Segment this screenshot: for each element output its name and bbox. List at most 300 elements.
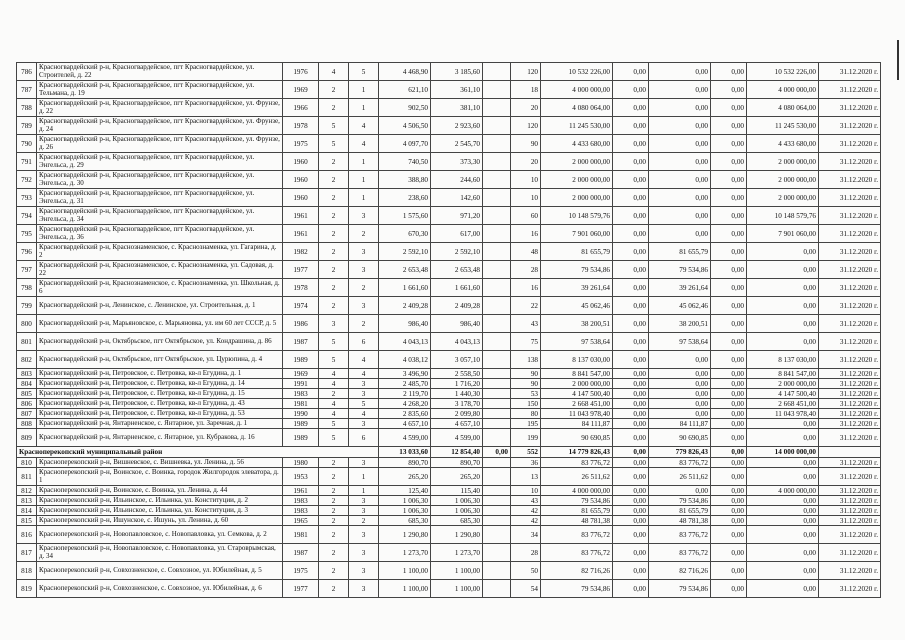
cell-floors: 2: [319, 207, 349, 225]
cell-c8: [483, 580, 511, 598]
cell-c8: [483, 279, 511, 297]
cell-year: 1961: [283, 225, 319, 243]
subtotal-name: Красноперекопский муниципальный район: [17, 447, 379, 458]
cell-year: 1987: [283, 333, 319, 351]
cell-year: 1980: [283, 458, 319, 468]
cell-c13: 0,00: [711, 261, 747, 279]
cell-year: 1960: [283, 189, 319, 207]
cell-total-cost: 48 781,38: [541, 516, 613, 526]
cell-date: 31.12.2020 г.: [819, 562, 881, 580]
cell-date: 31.12.2020 г.: [819, 225, 881, 243]
cell-c11: 0,00: [613, 189, 649, 207]
cell-entrances: 1: [349, 99, 379, 117]
cell-c13: 0,00: [711, 409, 747, 419]
cell-c12: 45 062,46: [649, 297, 711, 315]
cell-c8: [483, 562, 511, 580]
cell-area-total: 4 506,50: [379, 117, 431, 135]
cell-address: Красногвардейский р-н, Ленинское, с. Ленинское, ул. Строительная, д. 1: [37, 297, 283, 315]
cell-c8: [483, 63, 511, 81]
table-row: [17, 486, 881, 496]
table-row: [17, 207, 881, 225]
cell-c14: 10 532 226,00: [747, 63, 819, 81]
cell-residents: 120: [511, 117, 541, 135]
cell-total-cost: 2 000 000,00: [541, 153, 613, 171]
cell-area-total: 670,30: [379, 225, 431, 243]
cell-c12: 0,00: [649, 379, 711, 389]
cell-area-living: 4 043,13: [431, 333, 483, 351]
cell-number: 799: [17, 297, 37, 315]
cell-area-living: 1 716,20: [431, 379, 483, 389]
cell-total-cost: 4 000 000,00: [541, 81, 613, 99]
cell-area-total: 4 268,20: [379, 399, 431, 409]
cell-number: 803: [17, 369, 37, 379]
cell-area-living: 3 178,70: [431, 399, 483, 409]
cell-c12: 81 655,79: [649, 506, 711, 516]
cell-entrances: 6: [349, 333, 379, 351]
cell-area-living: 4 657,10: [431, 419, 483, 429]
cell-year: 1960: [283, 171, 319, 189]
cell-total-cost: 4 000 000,00: [541, 486, 613, 496]
cell-year: 1969: [283, 369, 319, 379]
cell-c8: [483, 243, 511, 261]
cell-residents: 120: [511, 63, 541, 81]
cell-area-living: 4 599,00: [431, 429, 483, 447]
table-row: [17, 171, 881, 189]
cell-address: Красноперекопский р-н, Новопавловское, с. Новопавловка, ул. Староврымская, д. 34: [37, 544, 283, 562]
cell-c8: [483, 81, 511, 99]
cell-address: Красногвардейский р-н, Краснознаменское, с. Краснознаменка, ул. Школьная, д. 6: [37, 279, 283, 297]
cell-year: 1983: [283, 389, 319, 399]
cell-c13: 0,00: [711, 562, 747, 580]
cell-c11: 0,00: [613, 526, 649, 544]
subtotal-c13: 0,00: [711, 447, 747, 458]
cell-floors: 2: [319, 506, 349, 516]
cell-entrances: 1: [349, 468, 379, 486]
cell-total-cost: 2 000 000,00: [541, 379, 613, 389]
cell-total-cost: 8 137 030,00: [541, 351, 613, 369]
table-row: [17, 562, 881, 580]
cell-address: Красногвардейский р-н, Петровское, с. Петровка, кв-л Егудина, д. 14: [37, 379, 283, 389]
cell-c12: 0,00: [649, 63, 711, 81]
table-row: [17, 399, 881, 409]
cell-residents: 18: [511, 81, 541, 99]
table-row: [17, 506, 881, 516]
cell-date: 31.12.2020 г.: [819, 468, 881, 486]
cell-date: 31.12.2020 г.: [819, 315, 881, 333]
cell-number: 807: [17, 409, 37, 419]
cell-c14: 0,00: [747, 315, 819, 333]
cell-c8: [483, 261, 511, 279]
cell-c13: 0,00: [711, 580, 747, 598]
cell-number: 793: [17, 189, 37, 207]
cell-date: 31.12.2020 г.: [819, 171, 881, 189]
cell-area-living: 142,60: [431, 189, 483, 207]
cell-c8: [483, 333, 511, 351]
cell-floors: 2: [319, 243, 349, 261]
cell-year: 1975: [283, 135, 319, 153]
cell-c14: 0,00: [747, 544, 819, 562]
cell-year: 1965: [283, 516, 319, 526]
cell-c11: 0,00: [613, 468, 649, 486]
cell-address: Красногвардейский р-н, Красногвардейское, пгт Красногвардейское, ул. Энгельса, д. 36: [37, 225, 283, 243]
cell-address: Красногвардейский р-н, Петровское, с. Петровка, кв-л Егудина, д. 15: [37, 389, 283, 399]
cell-floors: 2: [319, 580, 349, 598]
cell-c13: 0,00: [711, 135, 747, 153]
cell-c14: 4 433 680,00: [747, 135, 819, 153]
cell-area-living: 1 006,30: [431, 496, 483, 506]
cell-c13: 0,00: [711, 153, 747, 171]
cell-area-living: 2 409,28: [431, 297, 483, 315]
cell-residents: 20: [511, 99, 541, 117]
cell-date: 31.12.2020 г.: [819, 419, 881, 429]
cell-area-total: 1 273,70: [379, 544, 431, 562]
cell-c11: 0,00: [613, 399, 649, 409]
cell-area-total: 1 100,00: [379, 580, 431, 598]
cell-address: Красногвардейский р-н, Красногвардейское, пгт Красногвардейское, ул. Энгельса, д. 29: [37, 153, 283, 171]
cell-c12: 84 111,87: [649, 419, 711, 429]
cell-floors: 5: [319, 429, 349, 447]
cell-area-total: 4 038,12: [379, 351, 431, 369]
cell-number: 818: [17, 562, 37, 580]
cell-area-total: 2 485,70: [379, 379, 431, 389]
cell-entrances: 3: [349, 379, 379, 389]
cell-c14: 10 148 579,76: [747, 207, 819, 225]
cell-c13: 0,00: [711, 189, 747, 207]
cell-floors: 2: [319, 562, 349, 580]
cell-residents: 16: [511, 279, 541, 297]
cell-c11: 0,00: [613, 351, 649, 369]
table-row: [17, 279, 881, 297]
cell-address: Красноперекопский р-н, Ильинское, с. Ильинка, ул. Конституции, д. 3: [37, 506, 283, 516]
cell-total-cost: 83 776,72: [541, 458, 613, 468]
cell-floors: 4: [319, 409, 349, 419]
cell-c14: 2 668 451,00: [747, 399, 819, 409]
cell-c8: [483, 429, 511, 447]
cell-number: 801: [17, 333, 37, 351]
cell-residents: 34: [511, 526, 541, 544]
cell-c8: [483, 117, 511, 135]
cell-c12: 0,00: [649, 399, 711, 409]
subtotal-area-living: 12 854,40: [431, 447, 483, 458]
cell-date: 31.12.2020 г.: [819, 81, 881, 99]
cell-total-cost: 10 532 226,00: [541, 63, 613, 81]
cell-area-total: 2 592,10: [379, 243, 431, 261]
cell-c8: [483, 315, 511, 333]
cell-floors: 2: [319, 544, 349, 562]
cell-c12: 0,00: [649, 189, 711, 207]
cell-area-living: 381,10: [431, 99, 483, 117]
cell-c13: 0,00: [711, 117, 747, 135]
table-row: [17, 81, 881, 99]
cell-c13: 0,00: [711, 516, 747, 526]
cell-area-living: 1 273,70: [431, 544, 483, 562]
cell-c12: 97 538,64: [649, 333, 711, 351]
cell-entrances: 3: [349, 297, 379, 315]
cell-area-living: 2 923,60: [431, 117, 483, 135]
cell-area-total: 3 496,90: [379, 369, 431, 379]
cell-c8: [483, 189, 511, 207]
cell-c14: 0,00: [747, 419, 819, 429]
cell-c14: 4 147 500,40: [747, 389, 819, 399]
cell-c14: 0,00: [747, 468, 819, 486]
cell-floors: 2: [319, 516, 349, 526]
cell-address: Красногвардейский р-н, Петровское, с. Петровка, кв-л Егудина, д. 1: [37, 369, 283, 379]
subtotal-c14: 14 000 000,00: [747, 447, 819, 458]
cell-entrances: 1: [349, 486, 379, 496]
table-row: [17, 369, 881, 379]
cell-address: Красногвардейский р-н, Красногвардейское, пгт Красногвардейское, ул. Энгельса, д. 31: [37, 189, 283, 207]
cell-entrances: 2: [349, 315, 379, 333]
table-row: [17, 153, 881, 171]
cell-residents: 195: [511, 419, 541, 429]
cell-c8: [483, 99, 511, 117]
cell-area-total: 4 468,90: [379, 63, 431, 81]
cell-total-cost: 4 147 500,40: [541, 389, 613, 399]
cell-c8: [483, 207, 511, 225]
cell-c11: 0,00: [613, 153, 649, 171]
cell-number: 815: [17, 516, 37, 526]
cell-c8: [483, 171, 511, 189]
cell-total-cost: 2 668 451,00: [541, 399, 613, 409]
subtotal-c8: 0,00: [483, 447, 511, 458]
cell-area-total: 740,50: [379, 153, 431, 171]
cell-number: 786: [17, 63, 37, 81]
cell-entrances: 3: [349, 506, 379, 516]
cell-date: 31.12.2020 г.: [819, 379, 881, 389]
subtotal-area-total: 13 033,60: [379, 447, 431, 458]
cell-entrances: 3: [349, 526, 379, 544]
cell-area-living: 1 661,60: [431, 279, 483, 297]
cell-number: 789: [17, 117, 37, 135]
cell-c12: 0,00: [649, 486, 711, 496]
cell-c11: 0,00: [613, 81, 649, 99]
cell-c12: 0,00: [649, 171, 711, 189]
cell-area-living: 2 592,10: [431, 243, 483, 261]
cell-c8: [483, 399, 511, 409]
cell-c8: [483, 544, 511, 562]
cell-date: 31.12.2020 г.: [819, 369, 881, 379]
cell-c8: [483, 135, 511, 153]
cell-address: Красногвардейский р-н, Красногвардейское, пгт Красногвардейское, ул. Тельмана, д. 19: [37, 81, 283, 99]
cell-c8: [483, 389, 511, 399]
cell-c12: 48 781,38: [649, 516, 711, 526]
cell-residents: 48: [511, 243, 541, 261]
cell-c14: 0,00: [747, 516, 819, 526]
table-row: [17, 379, 881, 389]
cell-address: Красноперекопский р-н, Совхозненское, с. Совхозное, ул. Юбилейная, д. 6: [37, 580, 283, 598]
cell-residents: 28: [511, 544, 541, 562]
cell-area-total: 1 575,60: [379, 207, 431, 225]
cell-entrances: 4: [349, 117, 379, 135]
cell-area-total: 621,10: [379, 81, 431, 99]
cell-total-cost: 4 080 064,00: [541, 99, 613, 117]
cell-residents: 42: [511, 516, 541, 526]
cell-date: 31.12.2020 г.: [819, 135, 881, 153]
cell-address: Красноперекопский р-н, Совхозненское, с. Совхозное, ул. Юбилейная, д. 5: [37, 562, 283, 580]
cell-date: 31.12.2020 г.: [819, 544, 881, 562]
cell-entrances: 6: [349, 429, 379, 447]
cell-total-cost: 90 690,85: [541, 429, 613, 447]
cell-floors: 3: [319, 315, 349, 333]
cell-date: 31.12.2020 г.: [819, 117, 881, 135]
cell-area-total: 1 290,80: [379, 526, 431, 544]
cell-area-living: 890,70: [431, 458, 483, 468]
cell-number: 797: [17, 261, 37, 279]
cell-c14: 2 000 000,00: [747, 171, 819, 189]
cell-area-total: 2 119,70: [379, 389, 431, 399]
cell-c13: 0,00: [711, 419, 747, 429]
table-row: [17, 99, 881, 117]
cell-area-living: 1 100,00: [431, 580, 483, 598]
cell-c13: 0,00: [711, 429, 747, 447]
cell-c14: 0,00: [747, 458, 819, 468]
cell-c12: 0,00: [649, 409, 711, 419]
cell-c12: 0,00: [649, 225, 711, 243]
cell-c11: 0,00: [613, 409, 649, 419]
cell-year: 1989: [283, 419, 319, 429]
cell-c8: [483, 351, 511, 369]
cell-entrances: 3: [349, 580, 379, 598]
cell-area-living: 244,60: [431, 171, 483, 189]
cell-c11: 0,00: [613, 419, 649, 429]
table-row: [17, 315, 881, 333]
cell-address: Красногвардейский р-н, Красногвардейское, пгт Красногвардейское, ул. Фрунзе, д. 22: [37, 99, 283, 117]
cell-c12: 83 776,72: [649, 458, 711, 468]
cell-c12: 26 511,62: [649, 468, 711, 486]
cell-number: 787: [17, 81, 37, 99]
cell-c13: 0,00: [711, 171, 747, 189]
table-row: [17, 580, 881, 598]
cell-address: Красноперекопский р-н, Вишневское, с. Вишневка, ул. Ленина, д. 56: [37, 458, 283, 468]
cell-address: Красногвардейский р-н, Красногвардейское, пгт Красногвардейское, ул. Фрунзе, д. 24: [37, 117, 283, 135]
cell-c11: 0,00: [613, 63, 649, 81]
cell-year: 1989: [283, 351, 319, 369]
cell-number: 817: [17, 544, 37, 562]
cell-residents: 22: [511, 297, 541, 315]
cell-floors: 2: [319, 189, 349, 207]
table-row: [17, 243, 881, 261]
table-row: [17, 526, 881, 544]
cell-c11: 0,00: [613, 369, 649, 379]
cell-c13: 0,00: [711, 369, 747, 379]
cell-total-cost: 97 538,64: [541, 333, 613, 351]
cell-entrances: 3: [349, 544, 379, 562]
cell-floors: 2: [319, 99, 349, 117]
cell-total-cost: 38 200,51: [541, 315, 613, 333]
cell-area-total: 986,40: [379, 315, 431, 333]
cell-total-cost: 79 534,86: [541, 580, 613, 598]
cell-floors: 2: [319, 261, 349, 279]
cell-c13: 0,00: [711, 315, 747, 333]
cell-date: 31.12.2020 г.: [819, 99, 881, 117]
cell-residents: 43: [511, 496, 541, 506]
subtotal-row: [17, 447, 881, 458]
cell-residents: 90: [511, 379, 541, 389]
cell-entrances: 3: [349, 243, 379, 261]
cell-c12: 79 534,86: [649, 496, 711, 506]
housing-register-table: [16, 62, 881, 598]
cell-c14: 0,00: [747, 496, 819, 506]
cell-c8: [483, 369, 511, 379]
cell-number: 791: [17, 153, 37, 171]
cell-year: 1991: [283, 379, 319, 389]
cell-address: Красноперекопский р-н, Новопавловское, с. Новопавловка, ул. Семкова, д. 2: [37, 526, 283, 544]
cell-number: 802: [17, 351, 37, 369]
cell-address: Красноперекопский р-н, Воинское, с. Воинка, ул. Ленина, д. 44: [37, 486, 283, 496]
cell-c11: 0,00: [613, 496, 649, 506]
cell-c12: 83 776,72: [649, 544, 711, 562]
cell-total-cost: 11 245 530,00: [541, 117, 613, 135]
cell-number: 795: [17, 225, 37, 243]
cell-entrances: 3: [349, 496, 379, 506]
cell-area-living: 1 290,80: [431, 526, 483, 544]
cell-c14: 0,00: [747, 261, 819, 279]
cell-residents: 90: [511, 369, 541, 379]
cell-floors: 5: [319, 419, 349, 429]
cell-number: 808: [17, 419, 37, 429]
cell-area-living: 986,40: [431, 315, 483, 333]
cell-c12: 0,00: [649, 351, 711, 369]
cell-entrances: 1: [349, 81, 379, 99]
table-row: [17, 117, 881, 135]
cell-year: 1960: [283, 153, 319, 171]
cell-c8: [483, 506, 511, 516]
cell-c11: 0,00: [613, 279, 649, 297]
cell-area-total: 4 599,00: [379, 429, 431, 447]
cell-entrances: 4: [349, 135, 379, 153]
cell-area-total: 2 409,28: [379, 297, 431, 315]
cell-c12: 79 534,86: [649, 580, 711, 598]
table-row: [17, 516, 881, 526]
cell-c12: 90 690,85: [649, 429, 711, 447]
cell-number: 790: [17, 135, 37, 153]
cell-year: 1989: [283, 429, 319, 447]
cell-c12: 0,00: [649, 369, 711, 379]
cell-total-cost: 7 901 060,00: [541, 225, 613, 243]
cell-floors: 5: [319, 351, 349, 369]
cell-c11: 0,00: [613, 225, 649, 243]
cell-number: 819: [17, 580, 37, 598]
cell-c8: [483, 458, 511, 468]
table-row: [17, 468, 881, 486]
cell-c11: 0,00: [613, 99, 649, 117]
cell-residents: 90: [511, 135, 541, 153]
cell-c14: 2 000 000,00: [747, 379, 819, 389]
cell-c14: 0,00: [747, 562, 819, 580]
cell-c11: 0,00: [613, 297, 649, 315]
cell-number: 809: [17, 429, 37, 447]
cell-total-cost: 83 776,72: [541, 526, 613, 544]
cell-date: 31.12.2020 г.: [819, 279, 881, 297]
cell-date: 31.12.2020 г.: [819, 351, 881, 369]
cell-floors: 5: [319, 117, 349, 135]
cell-number: 816: [17, 526, 37, 544]
cell-date: 31.12.2020 г.: [819, 429, 881, 447]
cell-address: Красногвардейский р-н, Петровское, с. Петровка, кв-л Егудина, д. 43: [37, 399, 283, 409]
cell-total-cost: 11 043 978,40: [541, 409, 613, 419]
cell-year: 1981: [283, 526, 319, 544]
cell-total-cost: 79 534,86: [541, 261, 613, 279]
cell-area-total: 2 835,60: [379, 409, 431, 419]
cell-entrances: 1: [349, 171, 379, 189]
cell-year: 1966: [283, 99, 319, 117]
cell-area-total: 2 653,48: [379, 261, 431, 279]
cell-c14: 0,00: [747, 526, 819, 544]
cell-total-cost: 83 776,72: [541, 544, 613, 562]
cell-c12: 83 776,72: [649, 526, 711, 544]
cell-c13: 0,00: [711, 468, 747, 486]
cell-area-total: 1 100,00: [379, 562, 431, 580]
